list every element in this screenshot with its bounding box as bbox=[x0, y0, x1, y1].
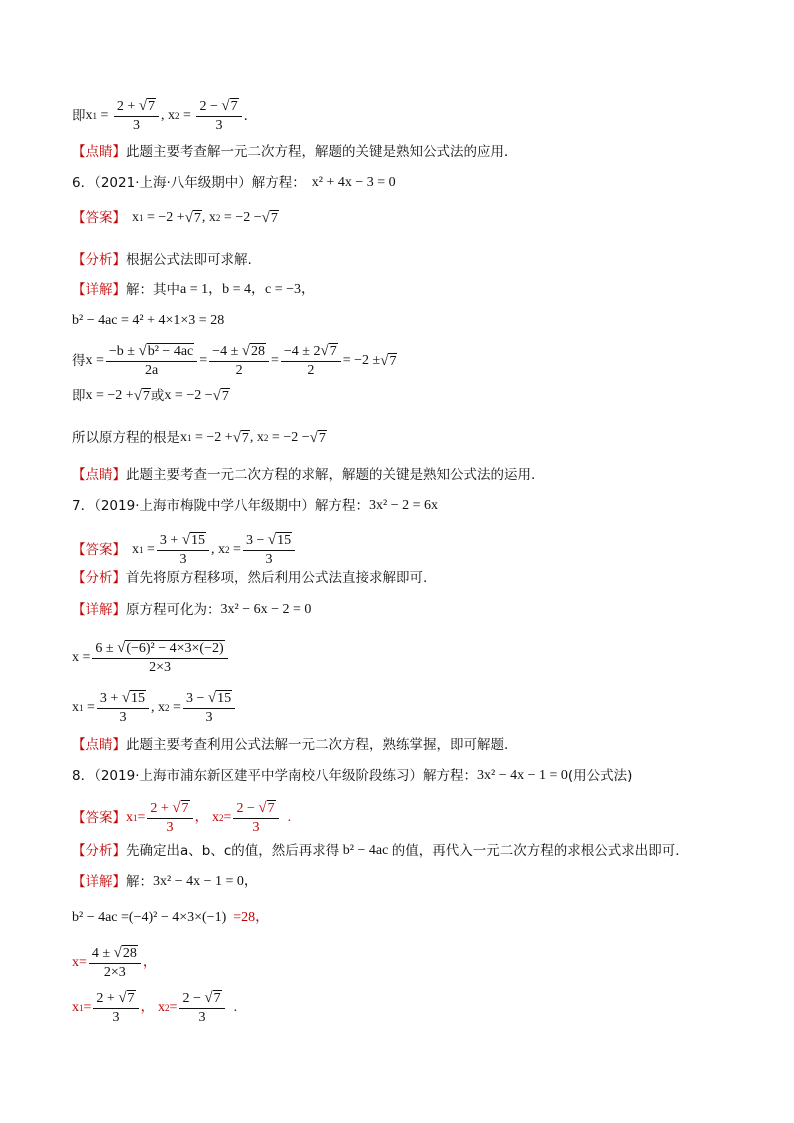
p7-roots: x 1 = 3 + √ 15 3 , x 2 = 3 − √ 15 3 bbox=[72, 690, 237, 726]
p5-dianjing: 【点睛】 此题主要考查解一元二次方程，解题的关键是熟知公式法的应用． bbox=[72, 144, 518, 160]
p6-quadratic-formula: 得 x = −b ± √ b² − 4ac 2a = −4 ± √ 28 2 = −4 ± 2 √ 7 2 = −2 ± √ 7 bbox=[72, 343, 397, 378]
p7-header: 7．（2019·上海市梅陇中学八年级期中）解方程： 3x² − 2 = 6x bbox=[72, 498, 438, 514]
p8-answer: 【答案】 x 1 = 2 + √ 7 3 ， x 2 = 2 − √ 7 3 . bbox=[72, 800, 292, 835]
p8-fenxi: 【分析】 先确定出a、b、c的值，然后再求得 b² − 4ac 的值，再代入一元二次方程的求根公式求出即可． bbox=[72, 843, 689, 859]
p8-formula: x= 4 ± √ 28 2×3 ， bbox=[72, 945, 157, 980]
p7-formula: x = 6 ± √ (−6)² − 4×3×(−2) 2×3 bbox=[72, 640, 230, 676]
p6-roots: 即 x = −2 + √ 7 或 x = −2 − √ 7 bbox=[72, 388, 229, 404]
p6-conclusion: 所以原方程的根是 x 1 = −2 + √ 7 , x 2 = −2 − √ 7 bbox=[72, 430, 326, 446]
p8-header: 8．（2019·上海市浦东新区建平中学南校八年级阶段练习）解方程： 3x² − 4x − 1 = 0 (用公式法) bbox=[72, 768, 633, 784]
p6-detail: 【详解】 解：其中 a = 1，b = 4，c = −3， bbox=[72, 282, 316, 298]
p8-discriminant: b² − 4ac =(−4)² − 4×3×(−1) =28， bbox=[72, 910, 270, 925]
p6-answer-formula: x 1 = −2 + √ 7 , x 2 = −2 − √ 7 bbox=[132, 210, 278, 226]
p7-fenxi: 【分析】 首先将原方程移项，然后利用公式法直接求解即可. bbox=[72, 570, 428, 586]
p6-header: 6．（2021·上海·八年级期中）解方程： x² + 4x − 3 = 0 bbox=[72, 175, 396, 191]
p6-fenxi: 【分析】 根据公式法即可求解. bbox=[72, 252, 252, 268]
p7-dianjing: 【点睛】 此题主要考查利用公式法解一元二次方程，熟练掌握，即可解题. bbox=[72, 737, 509, 753]
p6-discriminant: b² − 4ac = 4² + 4×1×3 = 28 bbox=[72, 313, 225, 328]
p8-roots: x 1 = 2 + √ 7 3 ， x 2 = 2 − √ 7 3 . bbox=[72, 990, 238, 1025]
prev-solution-line: 即 x 1 = 2 + √ 7 3 , x 2 = 2 − √ 7 3 ． bbox=[72, 98, 258, 133]
p8-detail: 【详解】 解： 3x² − 4x − 1 = 0， bbox=[72, 874, 258, 890]
p7-detail: 【详解】 原方程可化为： 3x² − 6x − 2 = 0 bbox=[72, 602, 312, 618]
p7-answer: 【答案】 x 1 = 3 + √ 15 3 , x 2 = 3 − √ 15 3 bbox=[72, 532, 297, 568]
p6-dianjing: 【点睛】 此题主要考查一元二次方程的求解，解题的关键是熟知公式法的运用. bbox=[72, 467, 536, 483]
p6-answer: 【答案】 x 1 = −2 + √ 7 , x 2 = −2 − √ 7 bbox=[72, 210, 278, 226]
roots-formula: x 1 = 2 + √ 7 3 , x 2 = 2 − √ 7 3 bbox=[86, 98, 244, 134]
